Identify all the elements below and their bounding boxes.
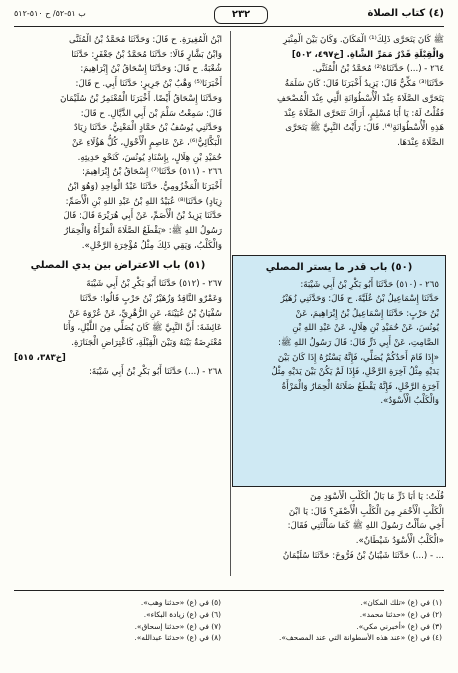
text-line: زِيَادٍ) حَدَّثَنَا⁽⁸⁾ عُبَيْدُ اللهِ بْنُ عَبْدِ اللهِ بْنِ الْأَصَمِّ: [65,196,222,207]
footnote: (٨) في (ع) «حدثنا عبدالله». [134,633,221,643]
text-line: ٢٦٦ - (٥١١) حَدَّثَنَا⁽⁷⁾ إِسْحَاقُ بْنُ إِبْرَاهِيمَ: [81,167,222,178]
page-number: ٢٣٢ [214,6,268,24]
text-line: مُعْتَرِضَةٌ بَيْنَهُ وَبَيْنَ الْقِبْلَةِ، كَاعْتِرَاضِ الْجَنَازَةِ. [71,338,222,349]
text-line: بْنُ حَرْبٍ: حَدَّثَنَا إِسْمَاعِيلُ بْنُ إِبْرَاهِيمَ، عَنْ [295,308,439,319]
text-line: ابْنُ الْمُغِيرَةِ. ح قَالَ: وَحَدَّثَنَا مُحَمَّدُ بْنُ الْمُثَنَّى [68,35,222,45]
footnotes-right [237,597,442,644]
chapter-title: (٤) كتاب الصلاة [367,8,444,19]
text-line: «الْكَلْبُ الْأَسْوَدُ شَيْطَانٌ». [355,536,444,547]
text-line: وَابْنُ بَشَّارٍ قَالَا: حَدَّثَنَا مُحَمَّدُ بْنُ جَعْفَرٍ: حَدَّثَنَا [71,49,222,60]
text-line: سُفْيَانُ بْنُ عُيَيْنَةَ، عَنِ الزُّهْرِيِّ، عَنْ عُرْوَةَ عَنْ [68,308,222,319]
text-line: ٢٦٨ - (...) حَدَّثَنَا أَبُو بَكْرِ بْنُ أَبِي شَيْبَةَ: [88,367,222,378]
text-line: ٢٦٤ - (...) حَدَّثَنَاهُ⁽²⁾ مُحَمَّدُ بْنُ الْمُثَنَّى. [312,64,444,75]
text-line: حُمَيْدِ بْنِ هِلَالٍ، بِإِسْنَادِ يُونُسَ، كَنَحْوِ حَدِيثِهِ. [77,152,222,163]
text-line: حَدَّثَنَا إِسْمَاعِيلُ بْنُ عُلَيَّةَ. ح قَالَ: وَحَدَّثَنِي زُهَيْرُ [280,294,439,305]
right-column-bottom [234,490,444,564]
text-line: حَدَّثَنَا يَزِيدُ بْنُ الْأَصَمِّ، عَنْ أَبِي هُرَيْرَةَ قَالَ: قَالَ [63,211,222,222]
text-line: حَدَّثَنَا⁽³⁾ مَكِّيٌّ قَالَ: يَزِيدُ أَخْبَرَنَا قَالَ: كَانَ سَلَمَةُ [284,79,444,90]
text-line: الصَّلَاةَ عِنْدَهَا. [397,137,444,148]
text-line: أَخْبَرَنَا⁽⁵⁾ وَهْبُ بْنُ جَرِيرٍ: حَدَّثَنَا أَبِي. ح قَالَ: [75,79,222,90]
text-line: يَدَيْهِ مِثْلُ آخِرَةِ الرَّحْلِ، فَإِذَا لَمْ يَكُنْ بَيْنَ يَدَيْهِ مِثْلُ [271,367,439,378]
text-line: «إِذَا قَامَ أَحَدُكُمْ يُصَلِّي، فَإِنَّهُ يَسْتُرُهُ إِذَا كَانَ بَيْنَ [277,352,439,363]
text-line: قَالَ: سَمِعْتُ سَلْمَ بْنَ أَبِي الذَّيَّالِ. ح قَالَ: [80,108,222,119]
page-header [14,6,444,24]
footnote: (٧) في (ع) «حدثنا إسحاق». [134,621,221,631]
text-line: آخِرَةِ الرَّحْلِ، فَإِنَّهُ يَقْطَعُ صَلَاتَهُ الْحِمَارُ وَالْمَرْأَةُ [281,381,439,392]
text-line: هَذِهِ الْأُسْطُوَانَةِ⁽⁴⁾. قَالَ: رَأَيْتُ النَّبِيَّ ﷺ يَتَحَرَّى [285,123,444,134]
text-line: الصَّامِتِ، عَنْ أَبِي ذَرٍّ قَالَ: قَالَ رَسُولُ اللهِ ﷺ: [278,337,439,348]
footnote: (١) في (ع) «تلك المكان». [360,598,442,607]
text-line: أَخِي سَأَلْتُ رَسُولَ اللهِ ﷺ كَمَا سَأَلْتَنِي فَقَالَ: [287,521,444,532]
text-line: ... - (...) حَدَّثَنَا شَيْبَانُ بْنُ فَرُّوخَ: حَدَّثَنَا سُلَيْمَانُ [282,550,444,561]
text-line: شُعْبَةُ. ح قَالَ: وَحَدَّثَنَا إِسْحَاقُ بْنُ إِبْرَاهِيمَ: [80,64,222,75]
footnote: (٢) في (ع) «حدثنا محمد». [359,609,442,619]
chapter-heading: (٥٠) باب قدر ما يستر المصلي [265,262,413,273]
column-divider [230,31,231,576]
text-line: يَتَحَرَّى الصَّلَاةَ عِنْدَ الْأُسْطُوَانَةِ الَّتِي عِنْدَ الْمُصْحَفِ [277,93,444,104]
text-line: ٢٦٥ - (٥١٠) حَدَّثَنَا أَبُو بَكْرِ بْنُ أَبِي شَيْبَةَ: [300,279,439,290]
text-line: الْبَكَّائِيُّ⁽⁶⁾، عَنْ عَاصِمٍ الْأَحْوَلِ، كُلُّ هَؤُلَاءِ عَنْ [71,137,222,148]
footnote: (٦) في (ع) زيادة البكاء». [143,609,221,619]
section-reference: ب ٥١-٥٢/ ح ٥١٠-٥١٢ [14,9,86,18]
footnote: (٣) في (ع) «أخبرني مكي». [356,621,442,631]
text-line: وَالْكَلْبُ الْأَسْوَدُ». [380,396,439,407]
text-line: الْكَلْبِ الْأَحْمَرِ مِنَ الْكَلْبِ الْأَصْفَرِ؟ قَالَ: يَا ابْنَ [288,506,444,517]
text-line: يُونُسَ، عَنْ حُمَيْدِ بْنِ هِلَالٍ، عَنْ عَبْدِ اللهِ بْنِ [292,323,439,334]
text-line: أَخْبَرَنَا الْمَخْزُومِيُّ. حَدَّثَنَا عَبْدُ الْوَاحِدِ (وَهُوَ ابْنُ [67,182,222,193]
header-rule [14,26,444,27]
text-line: ﷺ كَانَ يَتَحَرَّى ذَلِكَ⁽¹⁾ الْمَكَانَ. وَكَانَ بَيْنَ الْمِنْبَرِ [283,35,444,45]
text-line: وَالْقِبْلَةِ قَدْرُ مَمَرِّ الشَّاةِ. [خ٤٩٧، ٥٠٢] [291,49,444,60]
chapter-heading: (٥١) باب الاعتراض بين يدي المصلي [30,259,206,271]
text-line: وَعَمْرٌو النَّاقِدُ وَزُهَيْرُ بْنُ حَرْبٍ قَالُوا: حَدَّثَنَا [79,293,222,304]
left-column [14,33,222,380]
right-column-top [234,33,444,151]
footnote: (٥) في (ع) «حدثنا وهب». [140,598,221,607]
text-line: فَقُلْتُ لَهُ: يَا أَبَا مُسْلِمٍ، أَرَاكَ تَتَحَرَّى الصَّلَاةَ عِنْدَ [283,108,444,119]
text-line: ٢٦٧ - (٥١٢) حَدَّثَنَا أَبُو بَكْرِ بْنُ أَبِي شَيْبَةَ [86,279,222,290]
text-line: وَالْكَلْبُ، وَيَقِي ذَلِكَ مِثْلُ مُؤْخِرَةِ الرَّحْلِ». [81,240,222,251]
footnotes-left [16,597,221,644]
text-line: [خ٣٨٣، ٥١٥] [14,352,66,363]
footnote: (٤) في (ع) «عند هذه الأسطوانة التي عند المصحف». [278,633,442,643]
text-line: رَسُولُ اللهِ ﷺ: «يَقْطَعُ الصَّلَاةَ الْمَرْأَةُ وَالْحِمَارُ [64,226,222,237]
text-line: وَحَدَّثَنِي يُوسُفُ بْنُ حَمَّادٍ الْمَعْنِيُّ. حَدَّثَنَا زِيَادٌ [73,123,222,134]
highlighted-chapter-box [232,255,446,487]
text-line: وَحَدَّثَنَا إِسْحَاقُ أَيْضًا. أَخْبَرَنَا الْمُعْتَمِرُ بْنُ سُلَيْمَانَ [60,93,222,104]
text-line: قُلْتُ: يَا أَبَا ذَرٍّ مَا بَالُ الْكَلْبِ الْأَسْوَدِ مِنَ [310,492,444,502]
text-line: عَائِشَةَ: أَنَّ النَّبِيَّ ﷺ كَانَ يُصَلِّي مِنَ اللَّيْلِ، وَأَنَا [63,323,222,334]
footnote-rule [14,590,444,591]
